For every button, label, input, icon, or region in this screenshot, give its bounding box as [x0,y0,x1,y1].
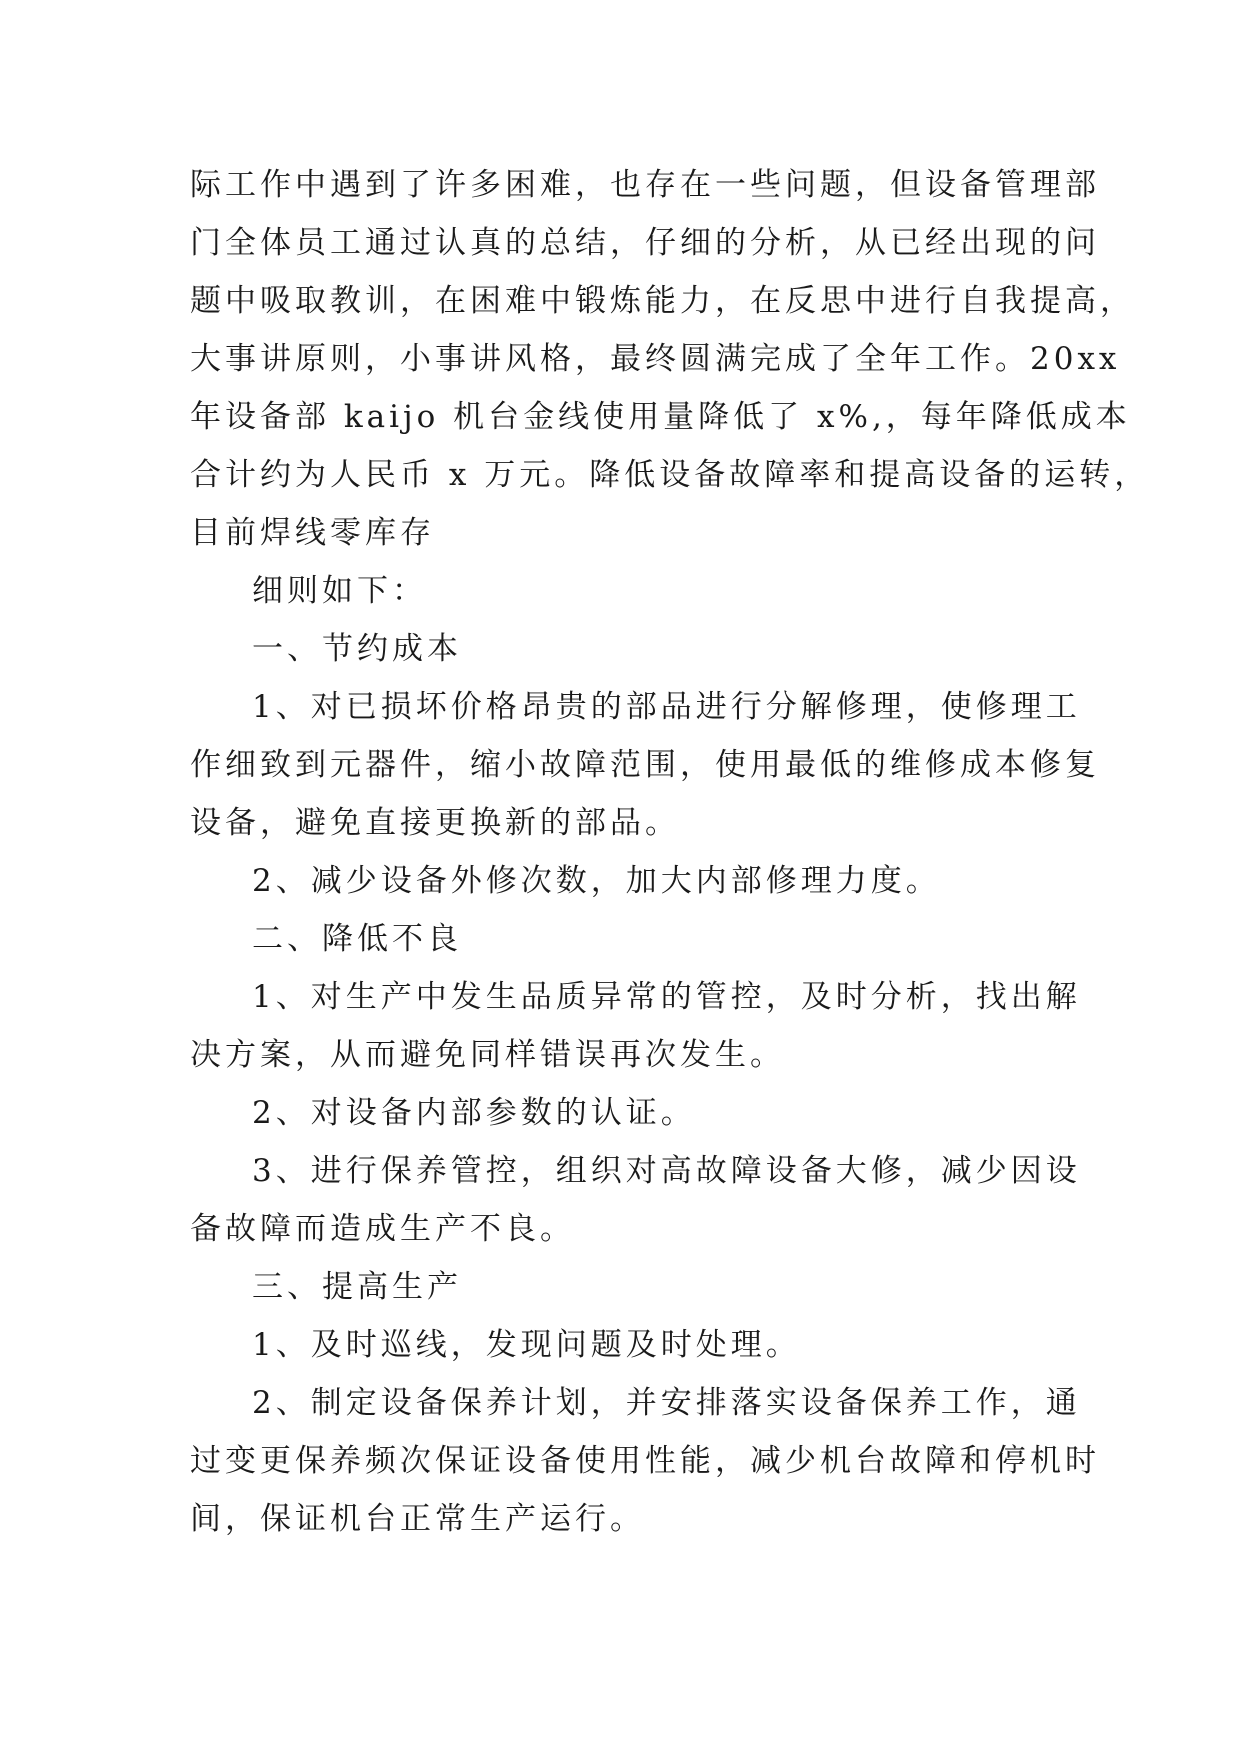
document-body [190,156,1150,1548]
paragraph-line: 际工作中遇到了许多困难，也存在一些问题，但设备管理部 [190,167,1100,203]
list-item-line: 作细致到元器件，缩小故障范围，使用最低的维修成本修复 [190,747,1100,783]
paragraph-line: 大事讲原则，小事讲风格，最终圆满完成了全年工作。20xx [190,341,1121,377]
details-intro: 细则如下： [252,573,427,609]
list-item-line: 决方案，从而避免同样错误再次发生。 [190,1037,785,1073]
list-item-line: 2、制定设备保养计划，并安排落实设备保养工作，通 [252,1385,1081,1421]
section-heading: 一、节约成本 [252,631,462,667]
section-heading: 二、降低不良 [252,921,462,957]
list-item: 2、对设备内部参数的认证。 [252,1095,696,1131]
list-item-line: 3、进行保养管控，组织对高故障设备大修，减少因设 [252,1153,1081,1189]
section-heading: 三、提高生产 [252,1269,462,1305]
paragraph-line: 合计约为人民币 x 万元。降低设备故障率和提高设备的运转， [190,457,1150,493]
list-item-line: 过变更保养频次保证设备使用性能，减少机台故障和停机时 [190,1443,1100,1479]
list-item-line: 间，保证机台正常生产运行。 [190,1501,645,1537]
list-item-line: 备故障而造成生产不良。 [190,1211,575,1247]
paragraph-line: 目前焊线零库存 [190,515,435,551]
list-item-line: 1、对已损坏价格昂贵的部品进行分解修理，使修理工 [252,689,1081,725]
paragraph-line: 门全体员工通过认真的总结，仔细的分析，从已经出现的问 [190,225,1100,261]
list-item: 1、及时巡线，发现问题及时处理。 [252,1327,801,1363]
list-item: 2、减少设备外修次数，加大内部修理力度。 [252,863,941,899]
list-item-line: 1、对生产中发生品质异常的管控，及时分析，找出解 [252,979,1081,1015]
paragraph-line: 年设备部 kaijo 机台金线使用量降低了 x%,，每年降低成本 [190,399,1131,435]
paragraph-line: 题中吸取教训，在困难中锻炼能力，在反思中进行自我提高， [190,283,1135,319]
list-item-line: 设备，避免直接更换新的部品。 [190,805,680,841]
